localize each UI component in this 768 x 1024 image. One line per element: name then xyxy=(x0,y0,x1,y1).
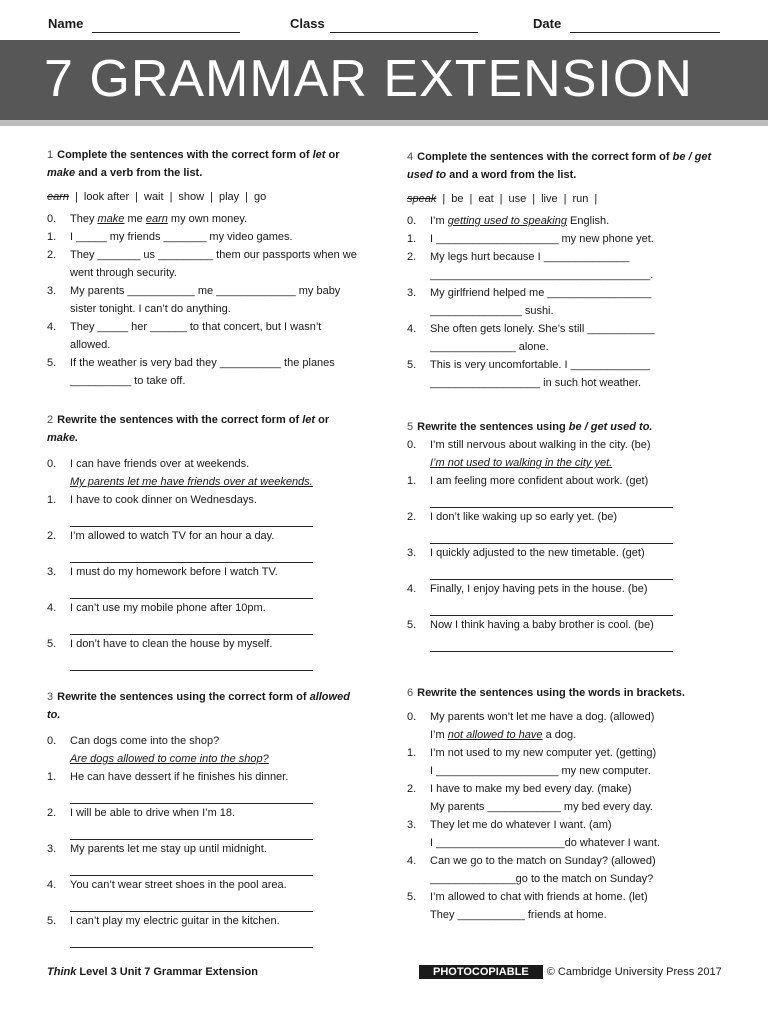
exercise-item[interactable]: 4. Can we go to the match on Sunday? (allowed) ______________go to the match on Sunday? xyxy=(407,855,656,885)
word-item: wait xyxy=(144,191,164,203)
exercise-item: 0. I’m getting used to speaking English. xyxy=(407,215,610,227)
word-item: be xyxy=(451,193,464,205)
section-4-heading: 4 Complete the sentences with the correct form of be / get used to and a word from the list. xyxy=(407,151,712,181)
example-answer: My parents let me have friends over at weekends. xyxy=(70,476,313,488)
exercise-item: 4. Finally, I enjoy having pets in the house. (be) xyxy=(407,583,648,595)
exercise-item: 0. Can dogs come into the shop? Are dogs allowed to come into the shop? xyxy=(47,735,269,765)
exercise-item: 0. My parents won’t let me have a dog. (allowed) I’m not allowed to have a dog. xyxy=(407,711,655,741)
section-5-heading: 5 Rewrite the sentences using be / get used to. xyxy=(407,421,653,433)
exercise-item: 3. My parents let me stay up until midnight. xyxy=(47,843,267,855)
answer-line[interactable] xyxy=(430,599,673,616)
exercise-item: 3. I quickly adjusted to the new timetable. (get) xyxy=(407,547,645,559)
exercise-item[interactable]: 5. I’m allowed to chat with friends at home. (let) They ___________ friends at home. xyxy=(407,891,648,921)
date-label: Date xyxy=(533,16,562,31)
photocopiable-badge: PHOTOCOPIABLE xyxy=(419,965,543,979)
answer-line[interactable] xyxy=(70,823,313,840)
section-3-heading: 3 Rewrite the sentences using the correct form of allowed to. xyxy=(47,691,350,721)
name-line[interactable] xyxy=(92,32,240,33)
word-list: speak | be | eat | use | live | run | xyxy=(407,193,598,205)
exercise-item: 3. I must do my homework before I watch TV. xyxy=(47,566,278,578)
word-item: use xyxy=(508,193,527,205)
exercise-item: 4. You can’t wear street shoes in the pool area. xyxy=(47,879,287,891)
answer-line[interactable] xyxy=(70,787,313,804)
answer-line[interactable] xyxy=(70,859,313,876)
exercise-item: 5. I don’t have to clean the house by myself. xyxy=(47,638,273,650)
answer-line[interactable] xyxy=(70,931,313,948)
exercise-item[interactable]: 3. They let me do whatever I want. (am) I _____________________do whatever I want. xyxy=(407,819,660,849)
exercise-item: 2. I’m allowed to watch TV for an hour a day. xyxy=(47,530,275,542)
exercise-item: 1. He can have dessert if he finishes his dinner. xyxy=(47,771,289,783)
answer-line[interactable] xyxy=(70,618,313,635)
exercise-item[interactable]: 1. I _____ my friends _______ my video games. xyxy=(47,231,293,243)
answer-line[interactable] xyxy=(70,654,313,671)
exercise-item[interactable]: 2. I have to make my bed every day. (make) My parents ____________ my bed every day. xyxy=(407,783,653,813)
footer-copyright: PHOTOCOPIABLE © Cambridge University Press 2017 xyxy=(419,966,722,978)
word-item: earn xyxy=(47,191,70,203)
answer-line[interactable] xyxy=(430,527,673,544)
word-item: live xyxy=(541,193,558,205)
exercise-item: 0. I can have friends over at weekends. My parents let me have friends over at weekends. xyxy=(47,458,313,488)
page-title: 7 GRAMMAR EXTENSION xyxy=(44,50,693,108)
word-item: eat xyxy=(478,193,494,205)
section-4 xyxy=(407,148,725,392)
exercise-item[interactable]: 5. If the weather is very bad they __________ the planes __________ to take off. xyxy=(47,357,335,387)
section-number: 1 xyxy=(47,149,54,161)
section-6 xyxy=(407,684,725,924)
exercise-item[interactable]: 3. My parents ___________ me _____________ my baby sister tonight. I can’t do anything. xyxy=(47,285,341,315)
exercise-item[interactable]: 1. I’m not used to my new computer yet. (getting) I ____________________ my new computer. xyxy=(407,747,657,777)
word-item: go xyxy=(254,191,267,203)
exercise-item[interactable]: 4. They _____ her ______ to that concert, but I wasn’t allowed. xyxy=(47,321,322,351)
exercise-item: 2. I will be able to drive when I’m 18. xyxy=(47,807,236,819)
section-1 xyxy=(47,146,363,390)
date-line[interactable] xyxy=(570,32,720,33)
section-6-heading: 6 Rewrite the sentences using the words in brackets. xyxy=(407,687,685,699)
exercise-item[interactable]: 2. My legs hurt because I ______________ ____________________________________. xyxy=(407,251,654,281)
exercise-item: 5. I can’t play my electric guitar in the kitchen. xyxy=(47,915,280,927)
section-1-heading: 1 Complete the sentences with the correct form of let or make and a verb from the list. xyxy=(47,149,340,179)
word-item: speak xyxy=(407,193,437,205)
example-answer: Are dogs allowed to come into the shop? xyxy=(70,753,269,765)
section-3 xyxy=(47,688,363,948)
exercise-item[interactable]: 3. My girlfriend helped me _________________ _______________ sushi. xyxy=(407,287,652,317)
class-line[interactable] xyxy=(330,32,478,33)
name-label: Name xyxy=(48,16,84,31)
exercise-item[interactable]: 1. I ____________________ my new phone yet. xyxy=(407,233,654,245)
word-item: show xyxy=(178,191,205,203)
section-2-heading: 2 Rewrite the sentences with the correct form of let or make. xyxy=(47,414,330,444)
section-2 xyxy=(47,411,363,671)
word-item: run xyxy=(572,193,589,205)
answer-line[interactable] xyxy=(70,582,313,599)
class-label: Class xyxy=(290,16,325,31)
answer-line[interactable] xyxy=(70,895,313,912)
exercise-item: 0. They make me earn my own money. xyxy=(47,213,248,225)
answer-line[interactable] xyxy=(430,635,673,652)
answer-line[interactable] xyxy=(430,491,673,508)
word-list: earn | look after | wait | show | play | go xyxy=(47,191,267,203)
example-answer: I’m not used to walking in the city yet. xyxy=(430,457,613,469)
exercise-item[interactable]: 4. She often gets lonely. She’s still ___________ ______________ alone. xyxy=(407,323,655,353)
answer-line[interactable] xyxy=(70,546,313,563)
exercise-item: 4. I can’t use my mobile phone after 10pm. xyxy=(47,602,266,614)
answer-line[interactable] xyxy=(70,510,313,527)
footer-book-info: Think Level 3 Unit 7 Grammar Extension xyxy=(47,966,258,978)
exercise-item[interactable]: 5. This is very uncomfortable. I _____________ __________________ in such hot weather. xyxy=(407,359,651,389)
word-item: play xyxy=(218,191,240,203)
exercise-item: 0. I’m still nervous about walking in the city. (be) I’m not used to walking in the city yet. xyxy=(407,439,651,469)
exercise-item: 2. I don’t like waking up so early yet. (be) xyxy=(407,511,618,523)
answer-line[interactable] xyxy=(430,563,673,580)
exercise-item: 1. I have to cook dinner on Wednesdays. xyxy=(47,494,257,506)
section-5 xyxy=(407,418,725,652)
exercise-item: 5. Now I think having a baby brother is cool. (be) xyxy=(407,619,654,631)
exercise-item[interactable]: 2. They _______ us _________ them our passports when we went through security. xyxy=(47,249,357,279)
exercise-item: 1. I am feeling more confident about work. (get) xyxy=(407,475,649,487)
word-item: look after xyxy=(83,191,130,203)
